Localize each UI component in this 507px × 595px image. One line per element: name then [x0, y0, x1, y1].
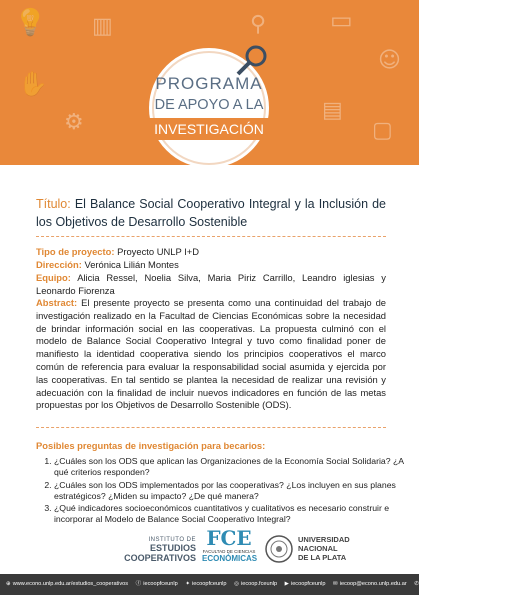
badge-line-2: DE APOYO A LA — [154, 97, 264, 113]
chart-icon: ▥ — [92, 14, 113, 39]
program-badge — [128, 46, 290, 166]
magnifier-icon: ⚲ — [250, 12, 267, 37]
footer-web[interactable]: www.econo.unlp.edu.ar/estudios_cooperativos — [12, 581, 129, 587]
divider — [36, 427, 386, 428]
list-item: 2. ¿Cuáles son los ODS implementados por las cooperativas? ¿Los incluyen en sus planes estratégicos? ¿Miden su impacto? ¿De qué manera? — [54, 480, 404, 503]
footer-youtube[interactable]: iecoopfceunlp — [290, 581, 326, 587]
team-value: Alicia Ressel, Noelia Silva, Maria Piriz Carrillo, Leandro iglesias y Leonardo Fiorenza — [36, 272, 386, 296]
fce-logo-big: ECONÓMICAS — [202, 554, 258, 563]
handshake-icon: ✋ — [18, 70, 48, 98]
abstract-label: Abstract: — [36, 297, 78, 308]
badge-line-3: INVESTIGACIÓN — [132, 118, 286, 140]
magnifier-glass-icon — [247, 47, 265, 65]
unlp-seal-icon — [264, 534, 294, 564]
iec-logo — [86, 537, 196, 563]
footer-instagram[interactable]: iecoop.fceunlp — [241, 581, 278, 587]
project-title — [36, 195, 386, 231]
abstract — [36, 297, 386, 412]
unlp-logo — [298, 535, 350, 562]
questions-list — [36, 456, 404, 527]
direction-value: Verónica Lilián Montes — [84, 259, 179, 270]
title-text: El Balance Social Cooperativo Integral y la Inclusión de los Objetivos de Desarrollo Sostenible — [36, 197, 386, 229]
fce-logo — [202, 527, 256, 563]
iec-logo-big: ESTUDIOS COOPERATIVOS — [124, 543, 196, 563]
gear-icon: ⚙ — [64, 110, 84, 135]
list-item: 3. ¿Qué indicadores socioeconómicos cuantitativos y cualitativos es necesario construir e incorporar al Modelo de Balance Social Cooperativo Integral? — [54, 503, 404, 526]
people-icon: ☺ — [378, 48, 401, 73]
list-item: 1. ¿Cuáles son los ODS que aplican las Organizaciones de la Economía Social Solidaria? ¿A qué criterios responden? — [54, 456, 404, 479]
youtube-icon: ▶ — [284, 581, 289, 587]
book-icon: ▤ — [322, 98, 343, 123]
divider — [36, 236, 386, 237]
questions-heading: Posibles preguntas de investigación para becarios: — [36, 440, 266, 451]
monitor-icon: ▢ — [372, 118, 393, 143]
header-banner — [0, 0, 419, 165]
fce-logo-mark: FCE — [206, 526, 252, 550]
mail-icon: ✉ — [333, 581, 338, 587]
team-label: Equipo: — [36, 272, 71, 283]
direction — [36, 259, 386, 272]
abstract-value: El presente proyecto se presenta como una continuidad del trabajo de investigación realizado en la Facultad de Ciencias Económicas sobre la necesidad de brindar información social en las cooperativas. La propuesta culminó con el modelo de Balance Social Cooperativo Integral y tuvo como finalidad poner de manifiesto la identidad cooperativa siendo los principios cooperativos el marco común de referencia para evaluar la responsabilidad social asumida y ejercida por las cooperativas. En tal sentido se plantea la necesidad de realizar una revisión y adecuación con la finalidad de incluir nuevos indicadores en función de las metas propuestas por los Objetivos de Desarrollo Sostenible (ODS). — [36, 297, 386, 411]
team — [36, 272, 386, 298]
twitter-icon: ✦ — [185, 581, 191, 587]
footer-facebook[interactable]: iecoopfceunlp — [143, 581, 178, 587]
unlp-line-1: UNIVERSIDAD — [298, 535, 350, 544]
direction-label: Dirección: — [36, 259, 82, 270]
footer-phone: +54 (0221) 4236769/71/72 int. 133 — [420, 581, 507, 587]
laptop-icon: ▭ — [330, 6, 353, 34]
title-label: Título: — [36, 197, 71, 211]
lightbulb-icon: 💡 — [14, 8, 47, 38]
iec-logo-small: INSTITUTO DE — [148, 537, 196, 543]
fce-logo-small: FACULTAD DE CIENCIAS — [202, 549, 256, 554]
unlp-line-3: DE LA PLATA — [298, 553, 347, 562]
logos-bar — [0, 525, 419, 573]
unlp-line-2: NACIONAL — [298, 544, 338, 553]
footer — [0, 574, 507, 595]
project-type-label: Tipo de proyecto: — [36, 246, 115, 257]
phone-icon: ✆ — [414, 581, 419, 587]
instagram-icon: ◎ — [234, 581, 239, 587]
project-type — [36, 246, 386, 259]
facebook-icon: ⓕ — [135, 581, 142, 587]
badge-line-1: PROGRAMA — [155, 74, 263, 93]
footer-twitter[interactable]: iecoopfceunlp — [192, 581, 227, 587]
globe-icon: ⊕ — [6, 581, 11, 587]
project-type-value: Proyecto UNLP I+D — [117, 246, 199, 257]
footer-email[interactable]: iecoop@econo.unlp.edu.ar — [339, 581, 407, 587]
